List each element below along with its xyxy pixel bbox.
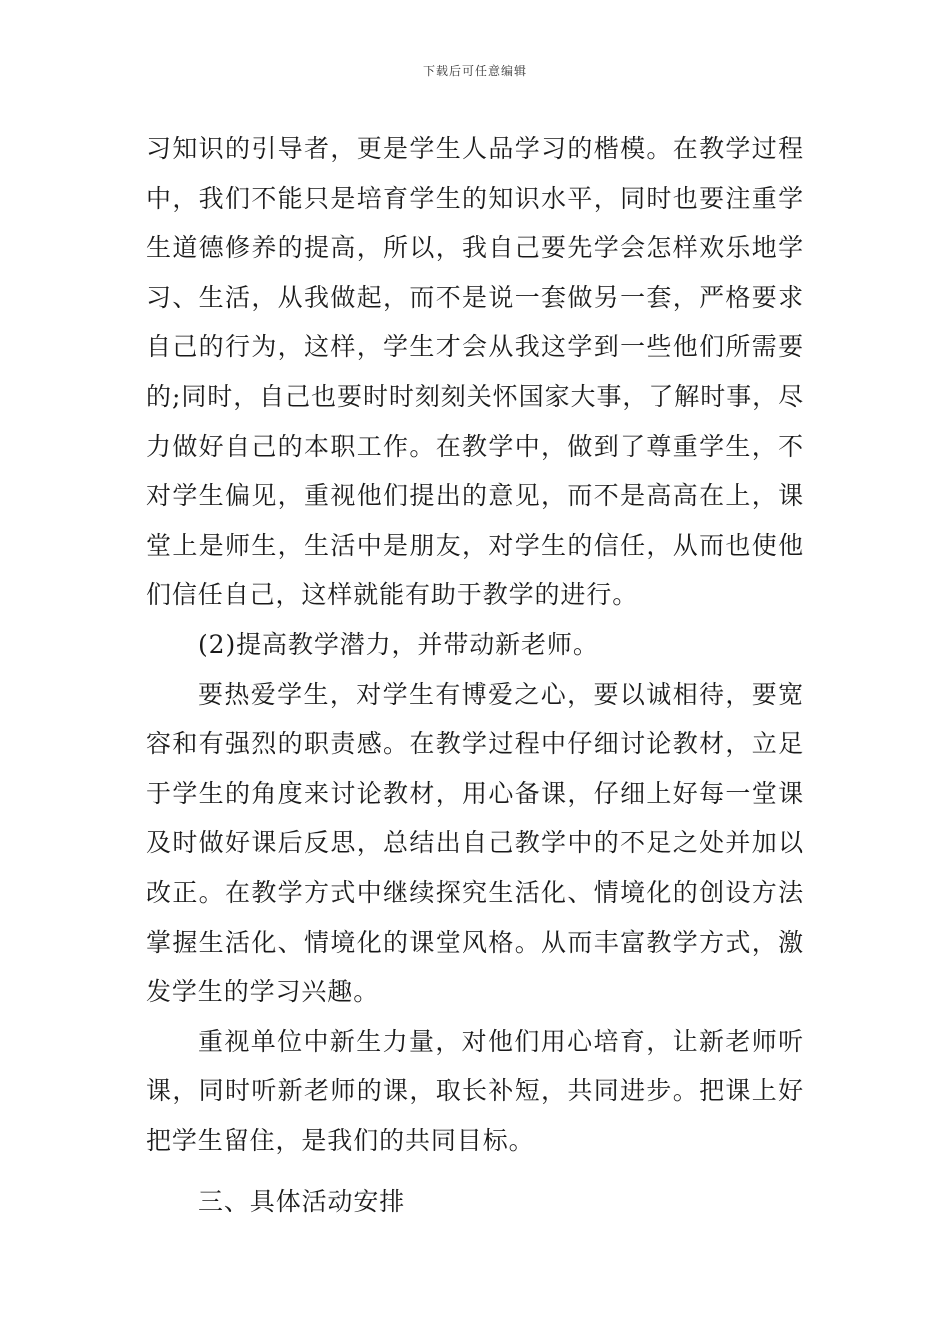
section-heading: 三、具体活动安排 bbox=[198, 1187, 406, 1217]
paragraph-new-teachers: 重视单位中新生力量，对他们用心培育，让新老师听课，同时听新老师的课，取长补短，共同进步。把课上好把学生留住，是我们的共同目标。 bbox=[146, 1026, 804, 1155]
page-header: 下载后可任意编辑 bbox=[422, 64, 527, 78]
paragraph-love-students: 要热爱学生，对学生有博爱之心，要以诚相待，要宽容和有强烈的职责感。在教学过程中仔细讨论教材，立足于学生的角度来讨论教材，用心备课，仔细上好每一堂课及时做好课后反思，总结出自己教学中的不足之处并加以改正。在教学方式中继续探究生活化、情境化的创设方法掌握生活化、情境化的课堂风格。从而丰富教学方式，激发学生的学习兴趣。 bbox=[146, 679, 804, 1007]
paragraph-subheading: (2)提高教学潜力，并带动新老师。 bbox=[198, 629, 599, 659]
paragraph-continuation: 习知识的引导者，更是学生人品学习的楷模。在教学过程中，我们不能只是培育学生的知识水平，同时也要注重学生道德修养的提高，所以，我自己要先学会怎样欢乐地学习、生活，从我做起，而不是说一套做另一套，严格要求自己的行为，这样，学生才会从我这学到一些他们所需要的;同时，自己也要时时刻刻关怀国家大事，了解时事，尽力做好自己的本职工作。在教学中，做到了尊重学生，不对学生偏见，重视他们提出的意见，而不是高高在上，课堂上是师生，生活中是朋友，对学生的信任，从而也使他们信任自己，这样就能有助于教学的进行。 bbox=[146, 134, 804, 610]
document-body bbox=[146, 124, 804, 1227]
